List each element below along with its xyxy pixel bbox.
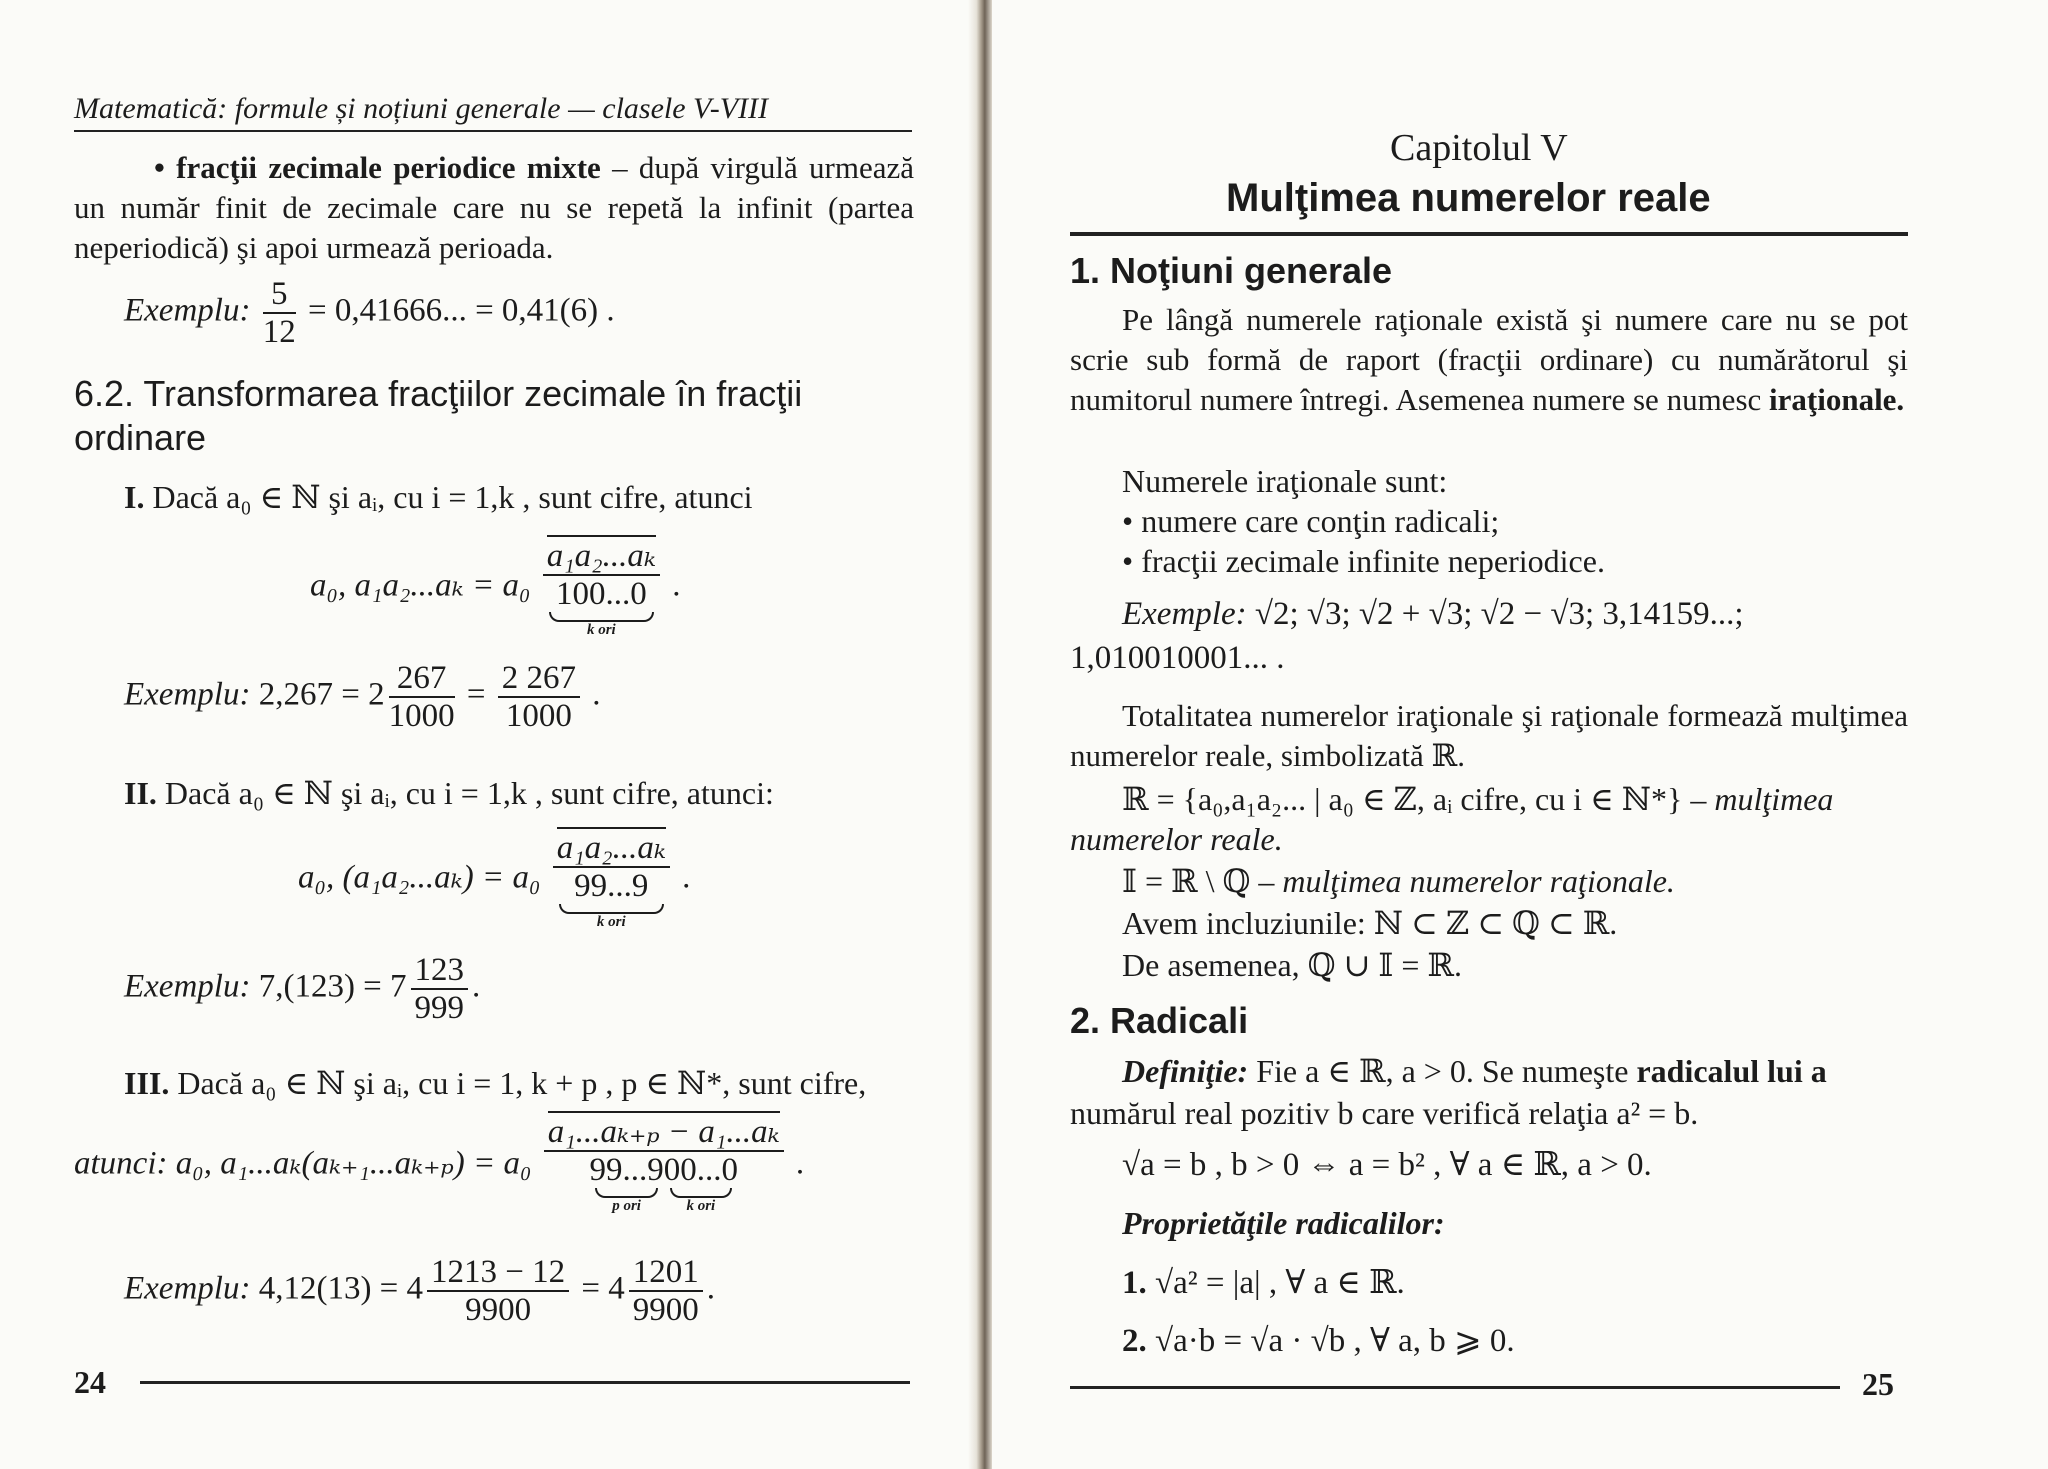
radical-definition-cont: numărul real pozitiv b care verifică relaţia a² = b. xyxy=(1070,1095,1699,1131)
radical-definition: Definiţie: Fie a ∈ ℝ, a > 0. Se numeşte radicalul lui a xyxy=(1122,1053,1827,1089)
property-2: 2. √a·b = √a · √b , ∀ a, b ⩾ 0. xyxy=(1122,1323,1515,1359)
paragraph-text: – după virgulă urmează un număr finit de zecimale care nu se repetă la infinit (partea neperiodică) şi apoi urmează perioada. xyxy=(74,150,915,265)
header-rule xyxy=(74,130,912,132)
mixed-periodic-paragraph xyxy=(74,148,914,268)
term-irrational: iraţionale. xyxy=(1769,382,1905,417)
running-header: Matematică: formule și noțiuni generale — clasele V-VIII xyxy=(74,92,768,125)
right-page xyxy=(1000,0,2048,1469)
formula-3: atunci: a₀, a₁...aₖ(aₖ₊₁...aₖ₊ₚ) = a₀ a₁...aₖ₊ₚ − a₁...aₖ 99...9 p ori 00...0 k ori . xyxy=(74,1114,804,1218)
reals-definition-cont: numerelor reale. xyxy=(1070,821,1283,857)
example-1-rest: = 0,41666... = 0,41(6) . xyxy=(307,292,615,329)
inclusions: Avem incluziunile: ℕ ⊂ ℤ ⊂ ℚ ⊂ ℝ. xyxy=(1122,905,1618,941)
example-label: Exemplu: xyxy=(124,292,251,329)
case-1-text: I. Dacă a₀ ∈ ℕ şi aᵢ, cu i = 1,k , sunt cifre, atunci xyxy=(124,479,753,515)
formula-1: a₀, a₁a₂...aₖ = a₀ a₁a₂...aₖ 100...0 k ori . xyxy=(310,538,680,638)
section-2-title: 2. Radicali xyxy=(1070,1000,1249,1041)
irrational-list-intro: Numerele iraţionale sunt: xyxy=(1122,463,1448,499)
case-3-text: III. Dacă a₀ ∈ ℕ şi aᵢ, cu i = 1, k + p , p ∈ ℕ*, sunt cifre, xyxy=(124,1065,867,1101)
fraction: a₁a₂...aₖ 100...0 k ori xyxy=(543,538,660,638)
list-item: • numere care conţin radicali; xyxy=(1122,503,1500,539)
radical-formula: √a = b , b > 0 ⇔ a = b² , ∀ a ∈ ℝ, a > 0. xyxy=(1122,1147,1652,1183)
left-page xyxy=(0,0,980,1469)
page-number-left: 24 xyxy=(74,1364,106,1400)
footer-rule-left xyxy=(140,1381,910,1384)
page-number-right: 25 xyxy=(1862,1366,1894,1402)
chapter-rule xyxy=(1070,232,1908,236)
chapter-title: Mulţimea numerelor reale xyxy=(1226,176,1711,220)
chapter-label: Capitolul V xyxy=(1390,127,1568,169)
example-1 xyxy=(124,276,615,350)
reals-paragraph: Totalitatea numerelor iraţionale şi raţionale formează mulţimea numerelor reale, simbolizată ℝ. xyxy=(1070,698,1908,773)
term-mixed-periodic: • fracţii zecimale periodice mixte xyxy=(154,150,601,185)
examples-line-1: Exemple: √2; √3; √2 + √3; √2 − √3; 3,14159...; xyxy=(1122,596,1744,632)
fraction: $\frac{5}{12}$ xyxy=(262,276,296,350)
reals-definition: ℝ = {a₀,a₁a₂... | a₀ ∈ ℤ, aᵢ cifre, cu i ∈ ℕ*} – mulţimea xyxy=(1122,781,1834,817)
list-item: • fracţii zecimale infinite neperiodice. xyxy=(1122,543,1605,579)
case-2-text: II. Dacă a₀ ∈ ℕ şi aᵢ, cu i = 1,k , sunt cifre, atunci: xyxy=(124,775,774,811)
example-4: Exemplu: 4,12(13) = 4 $\frac{1213 - 12}{9900}$ = 4 $\frac{1201}{9900}$ . xyxy=(124,1254,716,1328)
example-3: Exemplu: 7,(123) = 7 $\frac{123}{999}$ . xyxy=(124,952,481,1026)
union-statement: De asemenea, ℚ ∪ 𝕀 = ℝ. xyxy=(1122,947,1462,983)
examples-line-2: 1,010010001... . xyxy=(1070,640,1285,676)
irrationals-definition: 𝕀 = ℝ \ ℚ – mulţimea numerelor raţionale. xyxy=(1122,863,1675,899)
section-title-6-2: 6.2. Transformarea fracţiilor zecimale în fracţii ordinare xyxy=(74,373,803,458)
property-1: 1. √a² = |a| , ∀ a ∈ ℝ. xyxy=(1122,1265,1405,1301)
formula-2: a₀, (a₁a₂...aₖ) = a₀ a₁a₂...aₖ 99...9 k ori . xyxy=(298,830,690,930)
section-1-title: 1. Noţiuni generale xyxy=(1070,250,1393,291)
example-2: Exemplu: 2,267 = 2 $\frac{267}{1000}$ = $\frac{2 267}{1000}$ . xyxy=(124,660,601,734)
properties-title: Proprietăţile radicalilor: xyxy=(1122,1205,1445,1241)
irrational-paragraph: Pe lângă numerele raţionale există şi numere care nu se pot scrie sub formă de raport (fracţii ordinare) cu numărătorul şi numitorul numere întregi. Asemenea numere se numesc iraţionale. xyxy=(1070,302,1908,417)
footer-rule-right xyxy=(1070,1386,1840,1389)
